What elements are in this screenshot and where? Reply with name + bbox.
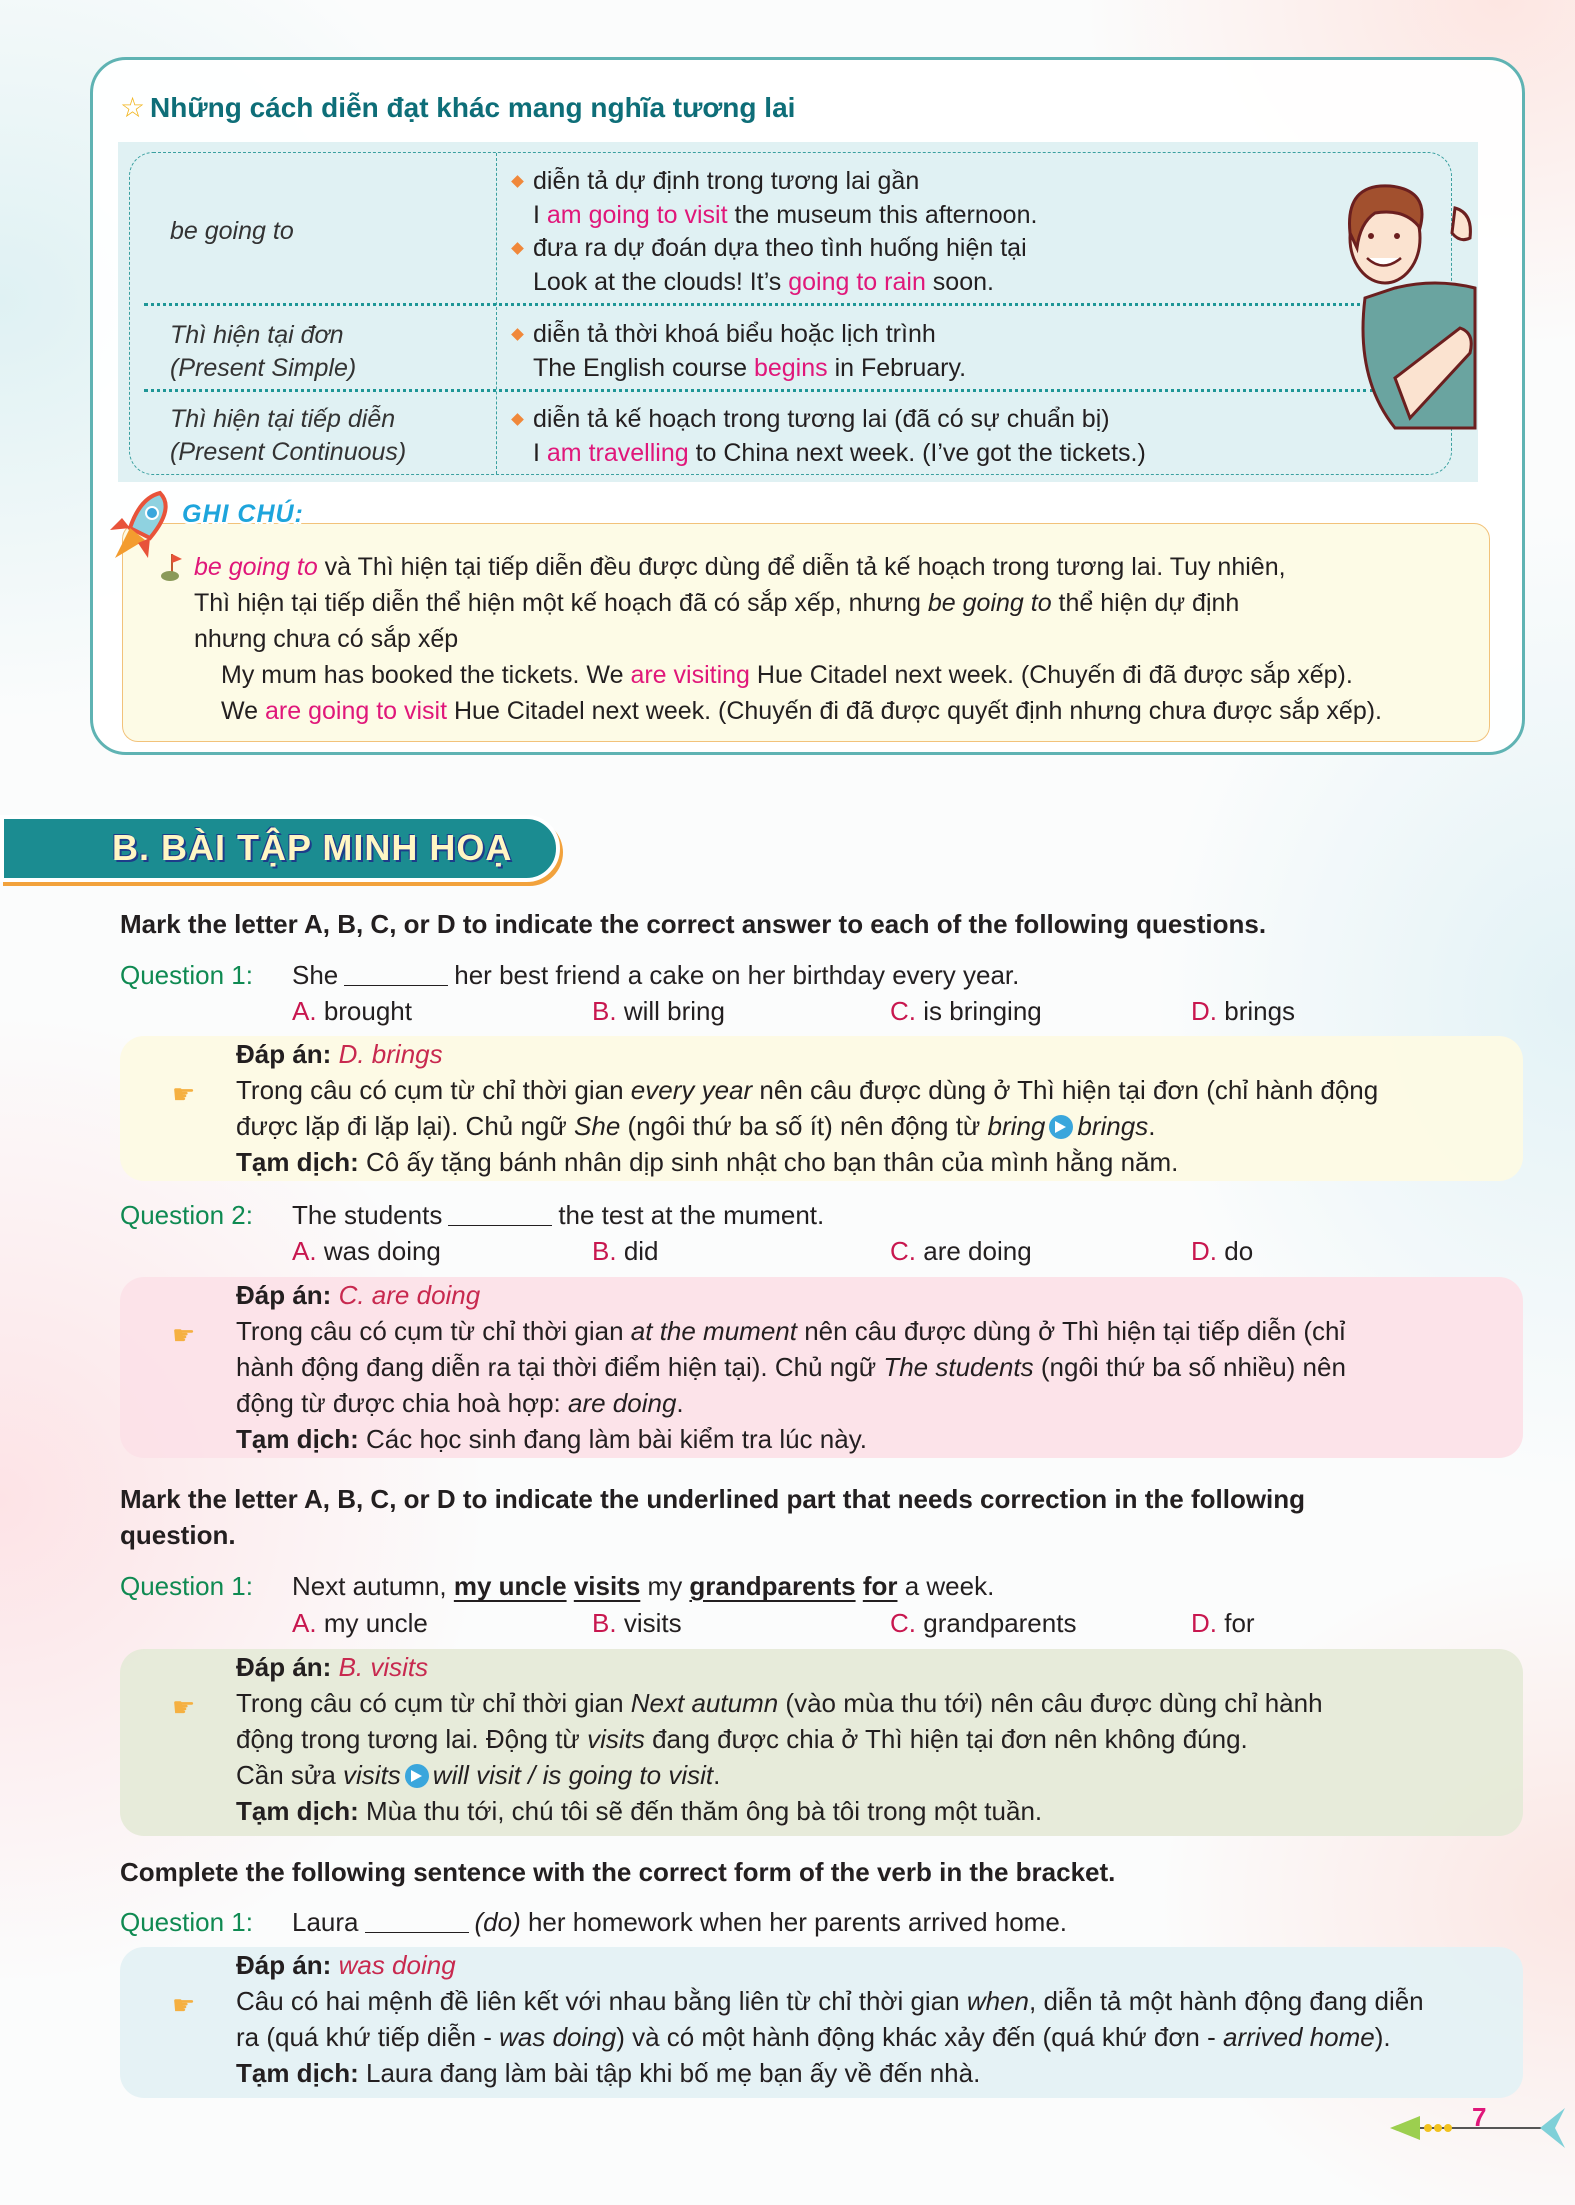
text-segment: The students [292,1200,443,1230]
option-a[interactable] [292,1605,428,1641]
text-segment: Câu có hai mệnh đề liên kết với nhau bằng liên từ chỉ thời gian [236,1986,967,2016]
form-present-continuous [170,403,406,469]
text-line [533,266,1037,300]
text-segment: . [1148,1111,1156,1141]
text-segment: Thì hiện tại đơn [170,321,344,349]
option-letter: D. [1191,996,1217,1026]
text-segment: Mark the letter A, B, C, or D to indicate the correct answer to each of the following questions. [120,909,1267,939]
text-segment: Thì hiện tại tiếp diễn [170,405,396,433]
text-segment: for [862,1571,898,1601]
future-table [129,152,1452,475]
option-a[interactable] [292,1233,441,1269]
text-segment: She [292,960,339,990]
person-illustration [1335,178,1480,438]
answer-blank [365,1909,469,1933]
text-line [236,1947,1424,1983]
option-text: are doing [923,1236,1032,1266]
star-icon: ☆ [120,92,146,123]
text-segment: C. are doing [338,1280,481,1310]
text-segment: soon. [925,267,994,296]
text-line [236,2055,1424,2091]
text-segment: I [533,200,547,229]
text-segment: visits [587,1724,645,1754]
text-segment: ). [1374,2022,1391,2052]
text-line [236,1144,1378,1180]
text-line [236,1757,1323,1793]
exercise-instruction [120,906,1266,942]
question-label: Question 1: [120,1571,253,1601]
text-segment: We [221,697,265,725]
text-segment: động trong tương lai. Động từ [236,1724,588,1754]
text-line [236,1385,1346,1421]
text-line [236,1313,1346,1349]
option-letter: C. [890,1608,916,1638]
text-segment: She [574,1111,621,1141]
option-letter: B. [592,996,617,1026]
text-line [533,165,1037,199]
answer-text [236,1947,1424,2091]
text-segment [856,1571,863,1601]
option-b[interactable] [592,1233,659,1269]
text-segment: thể hiện dự định [1051,589,1240,617]
text-segment: đưa ra dự đoán dựa theo tình huống hiện tại [533,234,1027,262]
text-segment: Trong câu có cụm từ chỉ thời gian [236,1688,631,1718]
text-segment: Cô ấy tặng bánh nhân dịp sinh nhật cho bạn thân của mình hằng năm. [366,1147,1179,1177]
text-segment: The students [883,1352,1034,1382]
text-line [236,1108,1378,1144]
form-be-going-to [170,215,294,248]
text-segment: are going to visit [265,697,448,725]
answer-text [236,1036,1378,1180]
text-line [120,1517,1305,1553]
answer-box [120,1036,1523,1181]
text-line [292,1568,994,1604]
text-segment: Look at the clouds! It’s [533,267,789,296]
text-segment: arrived home [1223,2022,1375,2052]
text-segment: are visiting [630,661,750,689]
text-line [194,549,1382,585]
option-a[interactable] [292,993,412,1029]
text-segment: the test at the mument. [558,1200,825,1230]
option-text: is bringing [923,996,1042,1026]
text-segment: Hue Citadel next week. (Chuyến đi đã được sắp xếp). [749,661,1353,689]
text-line [170,403,406,436]
text-segment: Đáp án: [236,1280,339,1310]
form-present-simple [170,319,356,385]
option-letter: C. [890,1236,916,1266]
text-segment: The English course [533,353,754,382]
text-segment: diễn tả thời khoá biểu hoặc lịch trình [533,320,936,348]
question-stem [292,957,1019,993]
text-segment: diễn tả dự định trong tương lai gần [533,167,920,195]
text-segment: are doing [568,1388,677,1418]
text-line [194,621,1382,657]
text-line [194,585,1382,621]
option-b[interactable] [592,1605,682,1641]
text-segment: at the mument [630,1316,797,1346]
text-segment: my uncle [453,1571,567,1601]
text-segment: B. visits [338,1652,429,1682]
flag-icon [160,552,186,582]
text-segment: Các học sinh đang làm bài kiểm tra lúc này. [366,1424,867,1454]
answer-box [120,1649,1523,1836]
options [292,993,1492,1029]
option-c[interactable] [890,1233,1032,1269]
option-text: visits [623,1608,682,1638]
text-segment: was doing [499,2022,617,2052]
text-segment: (do) [474,1907,521,1937]
text-line [120,906,1266,942]
answer-text [236,1649,1323,1829]
box-title: Những cách diễn đạt khác mang nghĩa tương lai [150,92,796,123]
text-segment: my [640,1571,690,1601]
text-segment: . [713,1760,721,1790]
question-stem [292,1568,994,1604]
text-segment: Cần sửa [236,1760,344,1790]
text-segment: và Thì hiện tại tiếp diễn đều được dùng để diễn tả kế hoạch trong tương lai. Tuy nhiên, [317,553,1286,581]
text-segment: Tạm dịch: [236,1147,367,1177]
pointing-hand-icon: ☛ [172,1692,196,1722]
text-line [236,1983,1424,2019]
text-segment: be going to [927,589,1052,617]
uses-present-continuous [533,403,1146,470]
text-segment: đang được chia ở Thì hiện tại đơn nên không đúng. [644,1724,1248,1754]
text-segment: nên câu được dùng ở Thì hiện tại đơn (chỉ hành động [752,1075,1379,1105]
text-segment: will visit / is going to visit [432,1760,714,1790]
text-segment: ) và có một hành động khác xảy đến (quá khứ đơn - [616,2022,1223,2052]
question-stem [292,1197,824,1233]
text-segment: when [966,1986,1029,2016]
row-divider [144,389,1374,392]
text-line [170,436,406,469]
text-segment: Hue Citadel next week. (Chuyến đi đã được quyết định nhưng chưa được sắp xếp). [447,697,1383,725]
text-segment: to China next week. (I’ve got the tickets.) [688,438,1146,467]
text-line [170,352,356,385]
question-label: Question 1: [120,1907,253,1937]
text-segment: hành động đang diễn ra tại thời điểm hiện tại). Chủ ngữ [236,1352,884,1382]
text-segment: was doing [338,1950,456,1980]
text-segment: begins [753,353,828,382]
text-line [221,657,1382,693]
option-letter: C. [890,996,916,1026]
option-letter: D. [1191,1236,1217,1266]
text-line [236,1793,1323,1829]
answer-blank [448,1202,552,1226]
question-stem [292,1904,1067,1940]
text-segment: am travelling [546,438,689,467]
option-d[interactable] [1191,1605,1255,1641]
text-segment: Complete the following sentence with the correct form of the verb in the bracket. [120,1857,1116,1887]
option-text: was doing [323,1236,441,1266]
row-divider [144,303,1374,306]
text-line [221,693,1382,729]
option-text: brought [323,996,412,1026]
option-text: did [623,1236,659,1266]
answer-box [120,1277,1523,1458]
text-segment: My mum has booked the tickets. We [221,661,631,689]
text-segment: visits [573,1571,641,1601]
section-title: B. BÀI TẬP MINH HOẠ [112,827,513,868]
text-segment: in February. [827,353,967,382]
text-line [533,437,1146,471]
text-segment: a week. [897,1571,995,1601]
text-line [120,1854,1115,1890]
text-line [292,957,1019,993]
text-segment: Laura đang làm bài tập khi bố mẹ bạn ấy về đến nhà. [366,2058,981,2088]
pointing-hand-icon: ☛ [172,1990,196,2020]
text-segment: Đáp án: [236,1039,339,1069]
text-line [533,232,1037,266]
text-segment: Next autumn, [292,1571,454,1601]
text-segment: am going to visit [546,200,728,229]
text-segment: her homework when her parents arrived home. [520,1907,1068,1937]
exercise-instruction [120,1854,1115,1890]
option-c[interactable] [890,993,1042,1029]
text-line [236,1649,1323,1685]
text-segment: ra (quá khứ tiếp diễn - [236,2022,500,2052]
text-segment: Đáp án: [236,1950,339,1980]
answer-blank [344,962,448,986]
text-line [292,1197,824,1233]
text-segment: Thì hiện tại tiếp diễn thể hiện một kế hoạch đã có sắp xếp, nhưng [194,589,928,617]
text-segment: Mark the letter A, B, C, or D to indicate the underlined part that needs correction in the following [120,1484,1306,1514]
answer-text [236,1277,1346,1457]
text-line [292,1904,1067,1940]
uses-present-simple [533,318,966,385]
option-letter: A. [292,1608,317,1638]
text-segment: được lặp đi lặp lại). Chủ ngữ [236,1111,575,1141]
text-line [236,1072,1378,1108]
option-text: do [1224,1236,1254,1266]
text-segment: , diễn tả một hành động đang diễn [1029,1986,1424,2016]
option-c[interactable] [890,1605,1076,1641]
text-line [236,1721,1323,1757]
pointing-hand-icon: ☛ [172,1079,196,1109]
text-line [533,318,966,352]
text-segment: I [533,438,547,467]
question-label: Question 2: [120,1200,253,1230]
text-segment: Tạm dịch: [236,1424,367,1454]
text-line [170,319,356,352]
text-segment: bring [987,1111,1046,1141]
text-segment: D. brings [338,1039,443,1069]
text-segment: Next autumn [630,1688,779,1718]
text-segment: be going to [194,553,318,581]
text-line [533,199,1037,233]
answer-box [120,1947,1523,2098]
text-segment: (vào mùa thu tới) nên câu được dùng chỉ hành [778,1688,1323,1718]
option-d[interactable] [1191,1233,1253,1269]
text-segment [567,1571,574,1601]
text-segment: her best friend a cake on her birthday every year. [454,960,1020,990]
text-line [236,1421,1346,1457]
text-segment: (Present Continuous) [170,438,407,466]
text-segment: Trong câu có cụm từ chỉ thời gian [236,1075,631,1105]
uses-be-going-to [533,165,1037,299]
text-segment: động từ được chia hoà hợp: [236,1388,568,1418]
option-letter: D. [1191,1608,1217,1638]
text-segment: Tạm dịch: [236,1796,367,1826]
text-segment: Trong câu có cụm từ chỉ thời gian [236,1316,631,1346]
text-segment: nên câu được dùng ở Thì hiện tại tiếp diễn (chỉ [796,1316,1346,1346]
text-segment: Đáp án: [236,1652,339,1682]
text-segment: be going to [170,217,294,245]
text-line [533,352,966,386]
text-line [533,403,1146,437]
arrow-right-icon [1049,1115,1073,1139]
text-segment: . [676,1388,684,1418]
option-text: for [1224,1608,1255,1638]
option-text: brings [1224,996,1296,1026]
option-text: grandparents [923,1608,1077,1638]
options [292,1605,1492,1641]
text-line [236,1685,1323,1721]
text-segment: diễn tả kế hoạch trong tương lai (đã có sự chuẩn bị) [533,405,1110,433]
text-segment: (ngôi thứ ba số nhiều) nên [1033,1352,1346,1382]
text-segment: going to rain [788,267,926,296]
text-segment: Mùa thu tới, chú tôi sẽ đến thăm ông bà tôi trong một tuần. [366,1796,1043,1826]
note-text [194,549,1382,729]
text-segment: visits [343,1760,401,1790]
text-line [236,1349,1346,1385]
column-divider [496,153,497,474]
text-line [236,2019,1424,2055]
options [292,1233,1492,1269]
text-segment: nhưng chưa có sắp xếp [194,625,459,653]
option-letter: B. [592,1608,617,1638]
text-segment: brings [1077,1111,1149,1141]
option-d[interactable] [1191,993,1295,1029]
text-line [236,1277,1346,1313]
page-number: 7 [1472,2102,1487,2132]
note-label: GHI CHÚ: [182,500,304,528]
text-segment: question. [120,1520,236,1550]
text-segment: every year [630,1075,753,1105]
option-b[interactable] [592,993,725,1029]
text-segment: Laura [292,1907,359,1937]
option-letter: B. [592,1236,617,1266]
option-letter: A. [292,1236,317,1266]
text-segment: (ngôi thứ ba số ít) nên động từ [620,1111,988,1141]
text-line [120,1481,1305,1517]
exercise-instruction [120,1481,1305,1553]
option-text: my uncle [323,1608,428,1638]
text-line [170,215,294,248]
text-segment: (Present Simple) [170,354,357,382]
text-segment: grandparents [689,1571,856,1601]
question-label: Question 1: [120,960,253,990]
option-letter: A. [292,996,317,1026]
text-line [236,1036,1378,1072]
arrow-right-icon [405,1764,429,1788]
text-segment: Tạm dịch: [236,2058,367,2088]
text-segment: the museum this afternoon. [727,200,1038,229]
option-text: will bring [623,996,725,1026]
pointing-hand-icon: ☛ [172,1320,196,1350]
